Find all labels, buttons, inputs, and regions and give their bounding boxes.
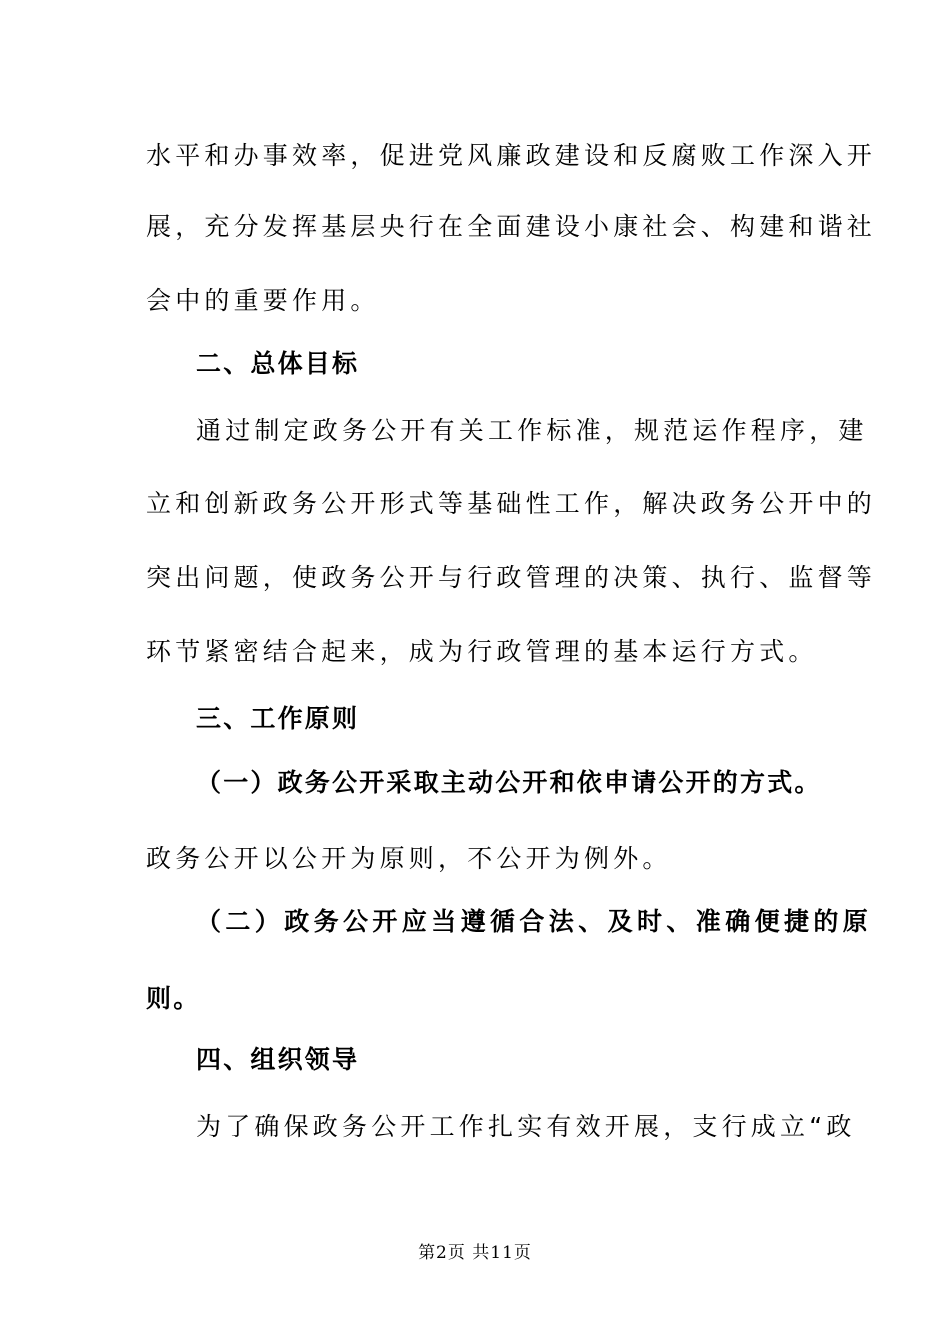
subheading-principle-1: （一）政务公开采取主动公开和依申请公开的方式。: [196, 768, 822, 797]
subheading-principle-2-continued: 则。: [146, 984, 201, 1013]
body-text-line: 立和创新政务公开形式等基础性工作，解决政务公开中的: [146, 489, 877, 518]
body-text-line: 环节紧密结合起来，成为行政管理的基本运行方式。: [146, 637, 818, 666]
section-heading-overall-goal: 二、总体目标: [196, 349, 360, 378]
body-text-line: 为了确保政务公开工作扎实有效开展，支行成立“政: [196, 1112, 856, 1141]
body-text-line: 通过制定政务公开有关工作标准，规范运作程序，建: [196, 416, 868, 445]
page-number-footer: 第2页 共11页: [418, 1243, 532, 1263]
body-text-line: 水平和办事效率，促进党风廉政建设和反腐败工作深入开: [146, 141, 877, 170]
body-text-line: 会中的重要作用。: [146, 286, 380, 315]
subheading-principle-2: （二）政务公开应当遵循合法、及时、准确便捷的原: [196, 907, 873, 936]
section-heading-organization: 四、组织领导: [196, 1045, 360, 1074]
body-text-line: 突出问题，使政务公开与行政管理的决策、执行、监督等: [146, 563, 877, 592]
body-text-line: 政务公开以公开为原则，不公开为例外。: [146, 844, 672, 873]
body-text-line: 展，充分发挥基层央行在全面建设小康社会、构建和谐社: [146, 212, 877, 241]
section-heading-work-principles: 三、工作原则: [196, 704, 360, 733]
